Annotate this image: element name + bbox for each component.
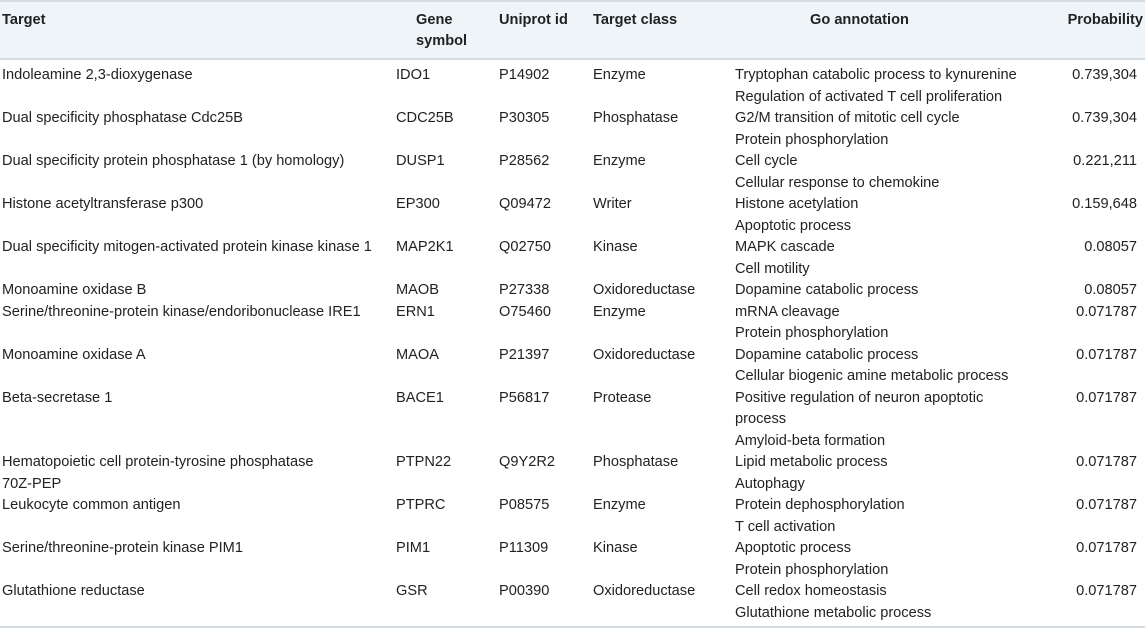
cell-probability: 0.071787 xyxy=(1076,346,1137,363)
cell-go-annotation-line: Regulation of activated T cell proliferation xyxy=(735,88,1003,105)
cell-go-annotation-line: Cell redox homeostasis xyxy=(735,583,887,599)
cell-target-line: Glutathione reductase xyxy=(2,583,145,599)
cell-target-class: Enzyme xyxy=(593,303,646,320)
cell-target-line: Beta-secretase 1 xyxy=(2,389,113,406)
cell-go-annotation-line: Protein dephosphorylation xyxy=(735,497,905,513)
cell-go-annotation-line: process xyxy=(735,411,787,427)
cell-target xyxy=(0,59,390,108)
cell-probability: 0.159,648 xyxy=(1072,196,1137,212)
cell-go-annotation xyxy=(710,108,1030,151)
cell-gene-symbol: IDO1 xyxy=(396,67,431,83)
cell-target xyxy=(0,345,390,388)
cell-gene-symbol: DUSP1 xyxy=(396,153,445,169)
table-body xyxy=(0,59,1145,627)
cell-target-line: Serine/threonine-protein kinase PIM1 xyxy=(2,540,243,556)
cell-uniprot-id: P11309 xyxy=(499,540,549,556)
cell-target-line: Monoamine oxidase A xyxy=(2,346,146,363)
cell-target-line: Indoleamine 2,3-dioxygenase xyxy=(2,67,193,83)
cell-target-class: Phosphatase xyxy=(593,454,679,470)
cell-target-class: Oxidoreductase xyxy=(593,346,696,363)
cell-go-annotation-line: Apoptotic process xyxy=(735,540,852,556)
header-gene-symbol: Gene symbol xyxy=(390,1,492,59)
cell-go-annotation-line: Dopamine catabolic process xyxy=(735,282,919,298)
cell-go-annotation-line: Cellular biogenic amine metabolic process xyxy=(735,368,1009,384)
cell-go-annotation-line: G2/M transition of mitotic cell cycle xyxy=(735,110,960,126)
cell-go-annotation-line: Autophagy xyxy=(735,475,805,492)
cell-target xyxy=(0,302,390,345)
cell-target xyxy=(0,280,390,302)
cell-gene-symbol: MAOB xyxy=(396,282,439,298)
cell-uniprot-id: P30305 xyxy=(499,110,550,126)
table-row xyxy=(0,452,1145,495)
cell-uniprot-id: P28562 xyxy=(499,153,550,169)
cell-target xyxy=(0,538,390,581)
cell-gene-symbol: ERN1 xyxy=(396,303,435,320)
cell-uniprot-id: P27338 xyxy=(499,282,550,298)
cell-target xyxy=(0,151,390,194)
header-target: Target xyxy=(0,1,390,59)
cell-probability: 0.071787 xyxy=(1076,454,1137,470)
cell-target-line: Monoamine oxidase B xyxy=(2,282,147,298)
header-go-annotation: Go annotation xyxy=(710,1,1030,59)
cell-target-line: Leukocyte common antigen xyxy=(2,497,181,513)
cell-uniprot-id: Q09472 xyxy=(499,196,551,212)
cell-probability: 0.739,304 xyxy=(1072,110,1137,126)
table-row xyxy=(0,302,1145,345)
cell-go-annotation xyxy=(710,237,1030,280)
cell-go-annotation xyxy=(710,452,1030,495)
table-row xyxy=(0,495,1145,538)
cell-uniprot-id: Q9Y2R2 xyxy=(499,454,555,470)
cell-uniprot-id: P14902 xyxy=(499,67,550,83)
cell-probability: 0.08057 xyxy=(1084,239,1137,255)
table-row xyxy=(0,108,1145,151)
cell-probability: 0.071787 xyxy=(1076,303,1137,320)
cell-go-annotation-line: mRNA cleavage xyxy=(735,303,840,320)
cell-target xyxy=(0,388,390,453)
table-row xyxy=(0,280,1145,302)
cell-uniprot-id: P08575 xyxy=(499,497,550,513)
table-header xyxy=(0,1,1145,59)
cell-gene-symbol: BACE1 xyxy=(396,389,444,406)
cell-go-annotation-line: Cellular response to chemokine xyxy=(735,174,940,191)
cell-probability: 0.071787 xyxy=(1030,581,1145,627)
cell-gene-symbol: CDC25B xyxy=(396,110,454,126)
cell-go-annotation xyxy=(710,302,1030,345)
cell-target-line: Hematopoietic cell protein-tyrosine phosphatase xyxy=(2,454,314,470)
cell-uniprot-id: P21397 xyxy=(499,346,550,363)
cell-go-annotation xyxy=(710,59,1030,108)
cell-go-annotation xyxy=(710,581,1030,627)
cell-target-line: 70Z-PEP xyxy=(2,475,62,492)
cell-target-class: Kinase xyxy=(593,540,638,556)
cell-go-annotation xyxy=(710,194,1030,237)
cell-uniprot-id: Q02750 xyxy=(499,239,551,255)
cell-probability: 0.739,304 xyxy=(1072,67,1137,83)
cell-probability: 0.08057 xyxy=(1084,282,1137,298)
cell-go-annotation-line: Histone acetylation xyxy=(735,196,859,212)
cell-uniprot-id: P00390 xyxy=(492,581,585,627)
cell-uniprot-id: P56817 xyxy=(499,389,550,406)
cell-go-annotation-line: Tryptophan catabolic process to kynurenine xyxy=(735,67,1017,83)
table-row xyxy=(0,345,1145,388)
cell-probability: 0.221,211 xyxy=(1073,153,1137,169)
cell-gene-symbol: EP300 xyxy=(396,196,440,212)
cell-go-annotation-line: Apoptotic process xyxy=(735,217,852,234)
cell-go-annotation-line: Positive regulation of neuron apoptotic xyxy=(735,389,984,406)
cell-gene-symbol: PIM1 xyxy=(396,540,431,556)
cell-go-annotation-line: MAPK cascade xyxy=(735,239,835,255)
cell-target-line: Dual specificity protein phosphatase 1 (by homology) xyxy=(2,153,345,169)
cell-go-annotation xyxy=(710,345,1030,388)
table-row xyxy=(0,237,1145,280)
header-row xyxy=(0,1,1145,59)
cell-go-annotation xyxy=(710,151,1030,194)
cell-go-annotation-line: Protein phosphorylation xyxy=(735,325,889,341)
cell-probability: 0.071787 xyxy=(1076,389,1137,406)
cell-gene-symbol: PTPRC xyxy=(396,497,446,513)
header-uniprot-id: Uniprot id xyxy=(492,1,585,59)
cell-go-annotation xyxy=(710,495,1030,538)
cell-target-class: Phosphatase xyxy=(593,110,679,126)
cell-go-annotation-line: Cell cycle xyxy=(735,153,798,169)
cell-go-annotation xyxy=(710,538,1030,581)
table-row xyxy=(0,581,1145,627)
cell-go-annotation-line: Protein phosphorylation xyxy=(735,131,889,148)
cell-gene-symbol: MAOA xyxy=(396,346,439,363)
cell-target xyxy=(0,452,390,495)
cell-target-line: Histone acetyltransferase p300 xyxy=(2,196,204,212)
header-probability: Probability xyxy=(1030,1,1145,59)
cell-target-class: Protease xyxy=(593,389,652,406)
cell-gene-symbol: MAP2K1 xyxy=(396,239,454,255)
cell-go-annotation xyxy=(710,388,1030,453)
cell-target xyxy=(0,495,390,538)
cell-go-annotation xyxy=(710,280,1030,302)
cell-gene-symbol: GSR xyxy=(390,581,492,627)
cell-target-class: Oxidoreductase xyxy=(593,282,696,298)
cell-target-class: Kinase xyxy=(593,239,638,255)
cell-go-annotation-line: Cell motility xyxy=(735,260,810,277)
cell-go-annotation-line: Dopamine catabolic process xyxy=(735,346,919,363)
cell-target-class: Enzyme xyxy=(593,67,646,83)
cell-go-annotation-line: Amyloid-beta formation xyxy=(735,432,886,449)
cell-target xyxy=(0,108,390,151)
cell-target-class: Enzyme xyxy=(593,153,646,169)
header-target-class: Target class xyxy=(585,1,710,59)
cell-target-class: Enzyme xyxy=(593,497,646,513)
cell-probability: 0.071787 xyxy=(1076,497,1137,513)
cell-target-line: Dual specificity mitogen-activated protein kinase kinase 1 xyxy=(2,239,372,255)
cell-go-annotation-line: Lipid metabolic process xyxy=(735,454,888,470)
cell-target-class: Oxidoreductase xyxy=(585,581,710,627)
table-row xyxy=(0,59,1145,108)
cell-gene-symbol: PTPN22 xyxy=(396,454,452,470)
cell-probability: 0.071787 xyxy=(1076,540,1137,556)
cell-target-class: Writer xyxy=(593,196,632,212)
cell-target-line: Dual specificity phosphatase Cdc25B xyxy=(2,110,243,126)
table-row xyxy=(0,538,1145,581)
cell-target xyxy=(0,237,390,280)
table-row xyxy=(0,151,1145,194)
cell-target xyxy=(0,194,390,237)
cell-uniprot-id: O75460 xyxy=(499,303,551,320)
table-row xyxy=(0,194,1145,237)
cell-target xyxy=(0,581,390,627)
cell-go-annotation-line: Glutathione metabolic process xyxy=(735,604,932,621)
cell-go-annotation-line: Protein phosphorylation xyxy=(735,561,889,578)
cell-go-annotation-line: T cell activation xyxy=(735,518,836,535)
cell-target-line: Serine/threonine-protein kinase/endoribonuclease IRE1 xyxy=(2,303,361,320)
table-row xyxy=(0,388,1145,453)
